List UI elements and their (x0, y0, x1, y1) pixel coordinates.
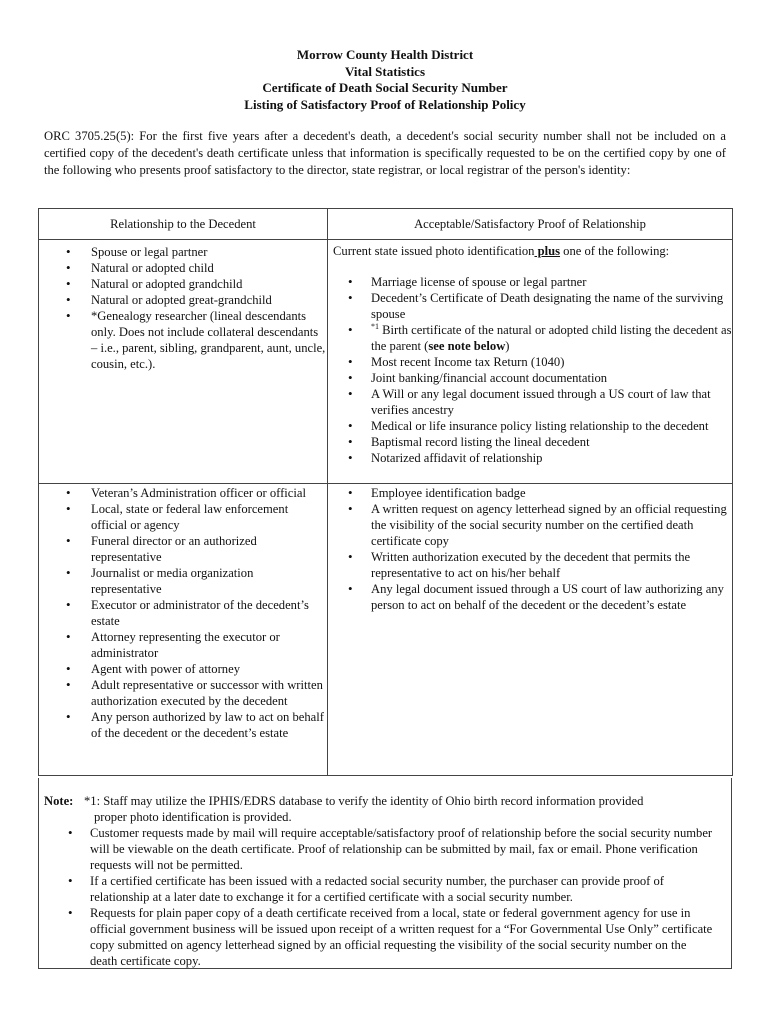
list-item: • Most recent Income tax Return (1040) (328, 354, 732, 370)
relationship-proof-table (38, 208, 733, 776)
proof-lead-text (328, 240, 732, 259)
table-header-row (39, 209, 733, 240)
list-item: • Natural or adopted child (39, 260, 327, 276)
list-item: • Employee identification badge (328, 485, 732, 501)
table-row (39, 484, 733, 776)
list-item: • Marriage license of spouse or legal partner (328, 274, 732, 290)
list-item: • A Will or any legal document issued through a US court of law that verifies ancestry (328, 386, 732, 418)
list-item: • Executor or administrator of the decedent’s estate (39, 597, 327, 629)
list-item: • Any person authorized by law to act on behalf of the decedent or the decedent’s estate (39, 709, 327, 741)
list-item: • Attorney representing the executor or administrator (39, 629, 327, 661)
list-item: • Decedent’s Certificate of Death designating the name of the surviving spouse (328, 290, 732, 322)
list-item: • Agent with power of attorney (39, 661, 327, 677)
list-item: • Customer requests made by mail will require acceptable/satisfactory proof of relationship before the social security number will be viewable on the death certificate. Proof of relationship can be submitted by mail, fax or email. Phone verification requests will not be permitted. (44, 825, 714, 873)
see-note-below: see note below (428, 339, 506, 353)
document-header (38, 47, 732, 113)
list-item: • Baptismal record listing the lineal decedent (328, 434, 732, 450)
table-row (39, 240, 733, 484)
note-text (84, 793, 714, 825)
list-item: • Joint banking/financial account documentation (328, 370, 732, 386)
proof-column-header: Acceptable/Satisfactory Proof of Relationship (328, 209, 733, 240)
orc-intro-paragraph: ORC 3705.25(5): For the first five years after a decedent's death, a decedent's social security number shall not be included on a certified copy of the decedent's death certificate unless that information is specifically requested to be on the certified copy by one of the following who presents proof satisfactory to the director, state registrar, or local registrar of the person's identity: (44, 129, 726, 177)
plus-emphasis: plus (534, 244, 561, 258)
note-first (44, 793, 714, 825)
list-item (328, 322, 732, 354)
list-item: • Requests for plain paper copy of a death certificate received from a local, state or federal government agency for use in official government business will be issued upon receipt of a written request for a “For Governmental Use Only” certificate copy submitted on agency letterhead signed by an official requesting the visibility of the social security number on the death certificate copy. (44, 905, 714, 969)
list-item: • If a certified certificate has been issued with a redacted social security number, the purchaser can provide proof of relationship at a later date to exchange it for a certified certificate with a social security number. (44, 873, 714, 905)
footnote-marker: *1 (371, 321, 379, 331)
proof-lead-start: Current state issued photo identification (333, 244, 535, 258)
list-item: • Medical or life insurance policy listing relationship to the decedent (328, 418, 732, 434)
relationship-cell (39, 240, 328, 484)
proof-list (328, 274, 732, 466)
note-label: Note: (44, 794, 74, 808)
department-name: Vital Statistics (344, 63, 426, 79)
list-item: • Any legal document issued through a US court of law authorizing any person to act on behalf of the decedent or the decedent’s estate (328, 581, 732, 613)
list-item: • Journalist or media organization representative (39, 565, 327, 597)
proof-lead-end: one of the following: (560, 244, 670, 258)
list-item: • Natural or adopted grandchild (39, 276, 327, 292)
notes-section (44, 793, 714, 969)
notes-list (44, 825, 714, 969)
proof-list (328, 485, 732, 613)
document-subtitle: Listing of Satisfactory Proof of Relationship Policy (244, 96, 526, 112)
agency-name: Morrow County Health District (296, 47, 474, 62)
birth-cert-text: Birth certificate of the natural or adopted child listing the decedent as the parent ( (371, 323, 732, 353)
proof-cell (328, 240, 733, 484)
list-item: • Written authorization executed by the decedent that permits the representative to act on his/her behalf (328, 549, 732, 581)
list-item: • Veteran’s Administration officer or official (39, 485, 327, 501)
list-item: • Spouse or legal partner (39, 244, 327, 260)
relationship-list (39, 244, 327, 372)
birth-cert-close: ) (505, 339, 510, 353)
relationship-cell (39, 484, 328, 776)
list-item: • Notarized affidavit of relationship (328, 450, 732, 466)
list-item: • Funeral director or an authorized representative (39, 533, 327, 565)
list-item: • A written request on agency letterhead signed by an official requesting the visibility of the social security number on the certified death certificate copy (328, 501, 732, 549)
relationship-list (39, 485, 327, 741)
note-first-line: *1: Staff may utilize the IPHIS/EDRS database to verify the identity of Ohio birth record information provided (84, 794, 644, 808)
list-item: • *Genealogy researcher (lineal descendants only. Does not include collateral descendants – i.e., parent, sibling, grandparent, aunt, uncle, cousin, etc.). (39, 308, 327, 372)
note-first-cont: proper photo identification is provided. (94, 810, 292, 824)
list-item: • Local, state or federal law enforcement official or agency (39, 501, 327, 533)
relationship-column-header: Relationship to the Decedent (39, 209, 328, 240)
list-item: • Adult representative or successor with written authorization executed by the decedent (39, 677, 327, 709)
proof-cell (328, 484, 733, 776)
document-title: Certificate of Death Social Security Number (262, 80, 508, 95)
list-item: • Natural or adopted great-grandchild (39, 292, 327, 308)
